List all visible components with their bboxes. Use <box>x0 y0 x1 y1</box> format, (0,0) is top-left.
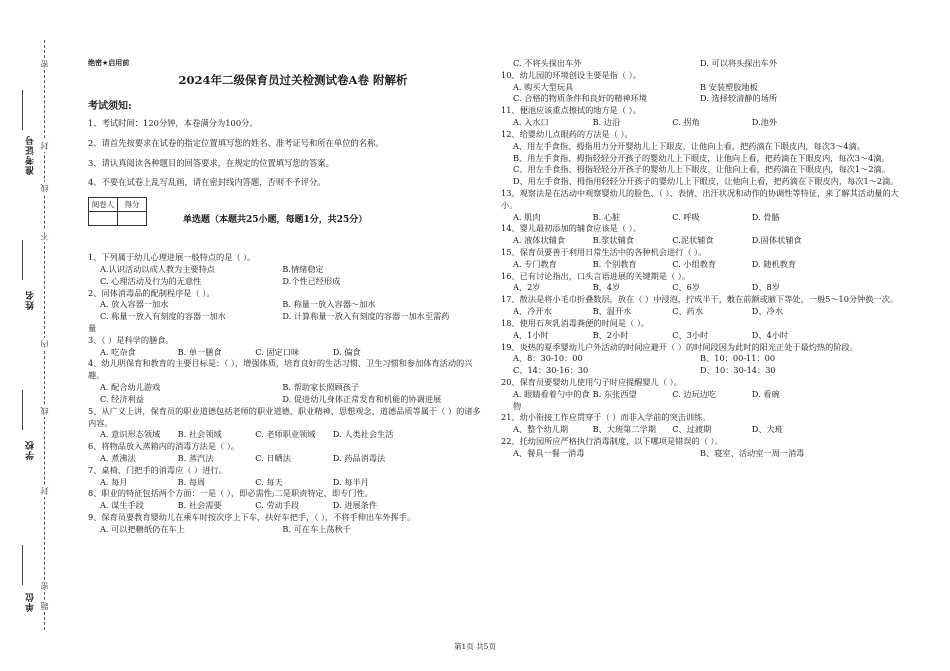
question-text: 11、便池应该重点擦拭的地方是（ ）。 <box>501 105 641 116</box>
name-label: 姓名 <box>26 290 36 310</box>
answer-option[interactable]: D.个性已经形成 <box>282 275 341 286</box>
score-area <box>88 197 488 226</box>
option-row <box>501 389 911 413</box>
score-header: 得分 <box>118 198 147 212</box>
answer-option[interactable]: A、8：30-10：00 <box>513 353 583 364</box>
option-row <box>501 330 911 342</box>
answer-option[interactable]: B、温开水 <box>592 306 632 317</box>
answer-option[interactable]: B、10：00-11：00 <box>700 353 776 364</box>
answer-option[interactable]: D. 可以将头探出车外 <box>700 58 778 68</box>
option-row <box>501 93 911 105</box>
option-row <box>88 429 488 441</box>
answer-option[interactable]: D. 进展条件 <box>332 500 378 511</box>
option-row <box>501 235 911 247</box>
answer-option[interactable]: C. 小组教育 <box>672 258 717 269</box>
question-text: 12、给婴幼儿点眼药的方法是（ ）。 <box>501 128 633 139</box>
option-row <box>501 424 911 436</box>
seal-mark: 线 <box>40 407 49 415</box>
answer-option[interactable]: A. 谋生手段 <box>100 500 144 511</box>
answer-option[interactable]: C、14：30-16：30 <box>513 365 589 376</box>
reviewer-cell[interactable] <box>89 212 118 226</box>
answer-option[interactable]: A. 意识形态领域 <box>100 429 161 440</box>
answer-option[interactable]: C. 不将头探出车外 <box>513 58 582 68</box>
confidential-tag: 绝密★启用前 <box>88 59 130 67</box>
name-blank <box>22 240 23 280</box>
question-text: 14、婴儿最初添加的辅食应该是（ ）。 <box>501 223 641 234</box>
option-line: A、用左手食指、拇指用力分开婴幼儿上下眼皮，让他向上看，把药滴在下眼皮内，每次3～4滴。 <box>513 140 866 151</box>
answer-option[interactable]: C、6岁 <box>672 282 701 293</box>
question-text: 2、同体消毒品的配制程序是（ ）。 <box>88 287 215 298</box>
option-row <box>88 394 488 406</box>
answer-option[interactable]: D. 偏食 <box>332 346 361 357</box>
answer-option[interactable]: D、冷水 <box>751 306 783 317</box>
exam-number-label: 准考证号 <box>26 135 36 175</box>
answer-option[interactable]: C. 固定口味 <box>255 346 300 357</box>
right-column <box>501 58 911 460</box>
unit-blank <box>22 545 23 585</box>
answer-option[interactable]: C. 每天 <box>255 476 283 487</box>
question-text: 17、散法是将小毛巾折叠数层，放在（ ）中浸泡，拧成半干，敷在前额或腋下等处，一般5～10分钟换一次。 <box>501 294 899 305</box>
answer-option[interactable]: B. 边沿 <box>592 117 621 128</box>
question-list-right <box>501 58 911 460</box>
answer-option[interactable]: D. 看碗 <box>751 388 780 399</box>
answer-option[interactable]: B.浆状辅食 <box>592 235 634 246</box>
question-text: 21、幼小衔接工作应贯穿于（ ）而非入学前的突击训练。 <box>501 412 711 423</box>
option-line: D、用左手食指、拇指用轻轻分开孩子的婴幼儿上下眼皮，让他向上看，把药滴在下眼皮内，每次1～2滴。 <box>513 176 899 187</box>
answer-option[interactable]: B. 社会领域 <box>177 429 222 440</box>
score-cell[interactable] <box>118 212 147 226</box>
option-row <box>501 365 911 377</box>
seal-mark: 线 <box>40 184 49 192</box>
answer-option[interactable]: D、4小时 <box>751 329 789 340</box>
answer-option[interactable]: A. 购买大型玩具 <box>513 81 574 92</box>
answer-option[interactable]: C. 老师职业领域 <box>255 429 316 440</box>
answer-option[interactable]: A. 眼睛看着勺中的食物 <box>513 388 590 411</box>
question-text: 4、幼儿明保育和教育的主要目标是：（ ），增强体质，培育良好的生活习惯、卫生习惯和参加体育活动的兴趣。 <box>88 358 473 381</box>
left-column <box>88 58 488 536</box>
question-text: 18、使用石灰乳消毒粪便的时间是（ ）。 <box>501 317 650 328</box>
answer-option[interactable]: D、8岁 <box>751 282 780 293</box>
question-text: 16、已有讨论指出，口头言语进展的关键期是（ ）。 <box>501 270 691 281</box>
seal-mark: 密 <box>40 60 49 68</box>
answer-option[interactable]: C. 边玩边吃 <box>672 388 717 399</box>
question-tail: 量 <box>88 323 97 333</box>
answer-option[interactable]: A、整个幼儿期 <box>513 424 569 435</box>
question-text: 13、观察法是在活动中观察婴幼儿的脸色、（ ）、表情、出汗状况和动作的协调性等特征，来了解其活动量的大小。 <box>501 187 899 210</box>
option-row <box>88 524 488 536</box>
notice-item: 1、考试时间：120分钟，本卷满分为100分。 <box>88 118 258 128</box>
answer-option[interactable]: C. 经济利益 <box>100 393 144 404</box>
answer-option[interactable]: A. 放入容器一加水 <box>100 299 169 310</box>
seal-mark: 封 <box>40 142 49 150</box>
answer-option[interactable]: D. 计算称量一放入有刻度的容器一加水至需药 <box>282 311 450 322</box>
option-line: C、用左手食指、拇指轻轻分开孩子的婴幼儿上下眼皮，让他向上看，把药滴在下眼皮内，每次1～2滴。 <box>513 164 890 175</box>
option-line: B、用左手食指、拇指轻轻分开孩子的婴幼儿上下眼皮，让他向上看，把药滴在下眼皮内，每次3～4滴。 <box>513 152 890 163</box>
question-text: 5、从广义上讲，保育员的职业道德包括老师的职业道德、职业精神、思想观念、道德品质等属于（ ）的诸多内容。 <box>88 405 481 428</box>
section-title: 单选题（本题共25小题，每题1分，共25分） <box>183 215 368 226</box>
question-text: 7、桌椅、门把手的消毒应（ ）进行。 <box>88 464 227 475</box>
answer-option[interactable]: A. 专门教育 <box>513 258 557 269</box>
reviewer-header: 阅卷人 <box>89 198 118 212</box>
answer-option[interactable]: A. 煮沸法 <box>100 452 136 463</box>
school-label: 学校 <box>26 440 36 460</box>
answer-option[interactable]: A. 肌肉 <box>513 211 541 222</box>
answer-option[interactable]: B. 蒸汽法 <box>177 452 214 463</box>
option-row <box>501 448 911 460</box>
answer-option[interactable]: D、大班 <box>751 424 783 435</box>
answer-option[interactable]: A. 可以把糖纸仍在车上 <box>100 523 185 534</box>
answer-option[interactable]: D. 每半月 <box>332 476 369 487</box>
answer-option[interactable]: C. 拐角 <box>672 117 700 128</box>
question-text: 3、（ ）是科学的膳食。 <box>88 334 174 345</box>
question-text: 6、将物品放入蒸箱内的消毒方法是（ ）。 <box>88 441 240 452</box>
option-row <box>88 264 488 276</box>
seal-mark: 内 <box>40 340 49 348</box>
answer-option[interactable]: A、2岁 <box>513 282 541 293</box>
answer-option[interactable]: C、3小时 <box>672 329 709 340</box>
answer-option[interactable]: D. 促进幼儿身体正常发育和机能的协调进展 <box>282 393 442 404</box>
answer-option[interactable]: C. 合格的物质条件和良好的精神环境 <box>513 93 647 104</box>
answer-option[interactable]: D. 随机教育 <box>751 258 797 269</box>
answer-option[interactable]: B. 帮助家长照顾孩子 <box>282 382 360 393</box>
question-text: 15、保育员要善于利用日常生活中的各种机会进行（ ）。 <box>501 247 707 257</box>
answer-option[interactable]: C、过渡期 <box>672 424 712 435</box>
answer-option[interactable]: B. 东张西望 <box>592 388 637 399</box>
option-row <box>501 58 911 70</box>
seal-mark: 密 <box>40 582 49 590</box>
answer-option[interactable]: B、4岁 <box>592 282 621 293</box>
answer-option[interactable]: A、冷开水 <box>513 306 552 317</box>
exam-title: 2024年二级保育员过关检测试卷A卷 附解析 <box>178 73 408 87</box>
answer-option[interactable]: C. 日晒法 <box>255 452 291 463</box>
answer-option[interactable]: D. 选择较清静的场所 <box>700 93 778 104</box>
answer-option[interactable]: D、10：30-14：30 <box>700 365 776 376</box>
notice-list <box>88 118 488 188</box>
answer-option[interactable]: D. 骨骼 <box>751 211 780 222</box>
option-row <box>88 299 488 311</box>
answer-option[interactable]: B. 单一膳食 <box>177 346 222 357</box>
question-text: 22、托幼园所应严格执行消毒制度，以下哪项是错误的（ ）。 <box>501 436 723 446</box>
answer-option[interactable]: B. 心脏 <box>592 211 621 222</box>
answer-option[interactable]: D. 药品消毒法 <box>332 452 386 463</box>
answer-option[interactable]: A. 液体状辅食 <box>513 235 566 246</box>
notice-heading: 考试须知: <box>88 101 132 112</box>
seal-mark: 封 <box>40 487 49 495</box>
seal-line <box>44 40 45 630</box>
answer-option[interactable]: B、大班第二学期 <box>592 424 656 435</box>
binding-margin <box>0 0 62 671</box>
option-row <box>88 477 488 489</box>
option-row <box>88 347 488 359</box>
answer-option[interactable]: A. 入水口 <box>513 117 549 128</box>
answer-option[interactable]: B. 个别教育 <box>592 258 637 269</box>
option-row <box>501 306 911 318</box>
option-row <box>501 212 911 224</box>
option-row <box>88 500 488 512</box>
answer-option[interactable]: B、2小时 <box>592 329 629 340</box>
answer-option[interactable]: A.认识活动以成人教为主要特点 <box>100 263 215 274</box>
answer-option[interactable]: A、1小时 <box>513 329 549 340</box>
answer-option[interactable]: B.情绪稳定 <box>282 263 324 274</box>
option-row <box>88 453 488 465</box>
answer-option[interactable]: B. 每周 <box>177 476 206 487</box>
seal-mark: 题 <box>40 602 49 610</box>
question-text: 20、保育员要婴幼儿使用勺子时应提醒婴儿（ ）。 <box>501 376 682 387</box>
answer-option[interactable]: B 安装塑胶地板 <box>700 81 758 92</box>
unit-label: 单位 <box>26 592 36 612</box>
answer-option[interactable]: D.固体状辅食 <box>751 235 802 246</box>
question-text: 10、幼儿园的环境创设主要是指（ ）。 <box>501 69 641 80</box>
option-row <box>501 282 911 294</box>
option-row <box>501 117 911 129</box>
option-row <box>88 276 488 288</box>
answer-option[interactable]: D.池外 <box>751 117 778 128</box>
answer-option[interactable]: C. 称量一放入有刻度的容器一加水 <box>100 311 226 322</box>
answer-option[interactable]: B. 称量一放入容器～加水 <box>282 299 376 310</box>
notice-item: 2、请首先按要求在试卷的指定位置填写您的姓名、准考证号和所在单位的名称。 <box>88 137 384 148</box>
question-list-left <box>88 252 488 536</box>
question-text: 8、职业的特征包括两个方面：一是（ ），即必需性;二是职责特定，即专门性。 <box>88 488 373 499</box>
question-text: 9、保育员要教育婴幼儿在乘车时按次序上下车，扶好车把手，（ ），不将手伸出车外挥手。 <box>88 512 416 522</box>
answer-option[interactable]: C. 心理活动及行为的无意性 <box>100 275 202 286</box>
question-text: 1、下列属于幼儿心理进展一般特点的是（ ）。 <box>88 252 256 263</box>
answer-option[interactable]: A. 配合幼儿游戏 <box>100 382 161 393</box>
notice-item: 4、不要在试卷上乱写乱画，请在密封线内答题，否则不予评分。 <box>88 177 326 188</box>
answer-option[interactable]: A. 每月 <box>100 476 128 487</box>
answer-option[interactable]: B. 可在车上荡秋千 <box>282 523 351 534</box>
answer-option[interactable]: D. 人类社会生活 <box>332 429 394 440</box>
answer-option[interactable]: B、寝室、活动室一周一消毒 <box>700 447 805 458</box>
option-row <box>88 382 488 394</box>
school-blank <box>22 390 23 430</box>
option-row <box>501 353 911 365</box>
question-text: 19、炎热的夏季婴幼儿户外活动的时间应避开（ ）的时间段因为此时的阳光正处于最灼热的阶段。 <box>501 341 858 352</box>
answer-option[interactable]: B. 社会需要 <box>177 500 222 511</box>
option-row <box>501 259 911 271</box>
answer-option[interactable]: A、餐具一餐一消毒 <box>513 447 585 458</box>
score-table <box>88 197 147 226</box>
option-row <box>88 311 488 323</box>
answer-option[interactable]: C.泥状辅食 <box>672 235 714 246</box>
answer-option[interactable]: C. 呼吸 <box>672 211 700 222</box>
answer-option[interactable]: A. 吃杂食 <box>100 346 136 357</box>
answer-option[interactable]: C、药水 <box>672 306 704 317</box>
answer-option[interactable]: C. 劳动手段 <box>255 500 300 511</box>
exam-number-blank <box>22 90 23 130</box>
page-footer: 第1页 共5页 <box>454 642 496 651</box>
option-row <box>501 82 911 94</box>
seal-mark: 不 <box>40 232 49 240</box>
notice-item: 3、请认真阅读各种题目的回答要求，在规定的位置填写您的答案。 <box>88 157 334 168</box>
